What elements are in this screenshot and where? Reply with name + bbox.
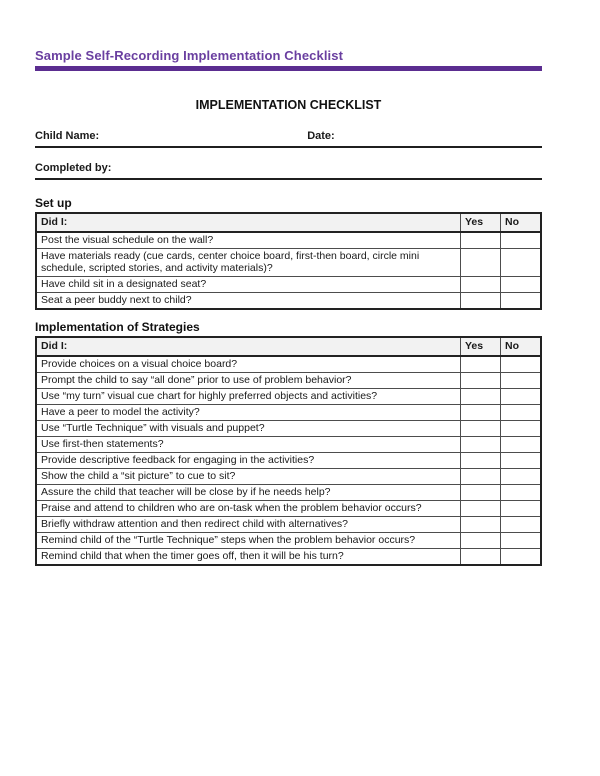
table-header-row [36,337,541,356]
no-checkbox-cell[interactable] [501,232,542,249]
table-row [36,356,541,373]
table-row [36,549,541,566]
table-row [36,421,541,437]
no-checkbox-cell[interactable] [501,373,542,389]
no-checkbox-cell[interactable] [501,533,542,549]
question-cell: Seat a peer buddy next to child? [36,293,461,310]
name-date-row [35,129,542,148]
completed-by-row [35,161,542,180]
table-row [36,533,541,549]
question-cell: Use “Turtle Technique” with visuals and puppet? [36,421,461,437]
no-checkbox-cell[interactable] [501,405,542,421]
implementation-checklist-heading: IMPLEMENTATION CHECKLIST [195,98,382,112]
yes-checkbox-cell[interactable] [461,517,501,533]
question-cell: Remind child of the “Turtle Technique” steps when the problem behavior occurs? [36,533,461,549]
yes-checkbox-cell[interactable] [461,373,501,389]
yes-checkbox-cell[interactable] [461,421,501,437]
table-row [36,469,541,485]
question-cell: Use “my turn” visual cue chart for highly preferred objects and activities? [36,389,461,405]
implementation-strategies-checklist-table [35,336,542,566]
table-row [36,437,541,453]
no-checkbox-cell[interactable] [501,469,542,485]
table-row [36,389,541,405]
date-field[interactable] [335,129,542,143]
no-checkbox-cell[interactable] [501,437,542,453]
table-row [36,293,541,310]
no-checkbox-cell[interactable] [501,421,542,437]
completed-by-field[interactable] [111,161,542,175]
table-row [36,501,541,517]
table-row [36,232,541,249]
question-cell: Prompt the child to say “all done” prior to use of problem behavior? [36,373,461,389]
column-header-question: Did I: [36,337,461,356]
no-checkbox-cell[interactable] [501,293,542,310]
column-header-no: No [501,213,542,232]
section-title-set-up: Set up [35,196,72,210]
no-checkbox-cell[interactable] [501,277,542,293]
question-cell: Praise and attend to children who are on-task when the problem behavior occurs? [36,501,461,517]
question-cell: Show the child a “sit picture” to cue to sit? [36,469,461,485]
question-cell: Use first-then statements? [36,437,461,453]
title-underline-bar [35,66,542,71]
yes-checkbox-cell[interactable] [461,485,501,501]
yes-checkbox-cell[interactable] [461,277,501,293]
page-title: Sample Self-Recording Implementation Checklist [35,48,343,63]
table-row [36,485,541,501]
question-cell: Provide descriptive feedback for engaging in the activities? [36,453,461,469]
column-header-question: Did I: [36,213,461,232]
column-header-yes: Yes [461,213,501,232]
no-checkbox-cell[interactable] [501,453,542,469]
question-cell: Have a peer to model the activity? [36,405,461,421]
yes-checkbox-cell[interactable] [461,405,501,421]
yes-checkbox-cell[interactable] [461,501,501,517]
section-title-implementation-of-strategies: Implementation of Strategies [35,320,200,334]
question-cell: Post the visual schedule on the wall? [36,232,461,249]
child-name-label: Child Name: [35,130,100,142]
table-row [36,373,541,389]
yes-checkbox-cell[interactable] [461,232,501,249]
question-cell: Have child sit in a designated seat? [36,277,461,293]
yes-checkbox-cell[interactable] [461,437,501,453]
question-cell: Remind child that when the timer goes off, then it will be his turn? [36,549,461,566]
yes-checkbox-cell[interactable] [461,389,501,405]
completed-by-label: Completed by: [35,162,112,174]
yes-checkbox-cell[interactable] [461,549,501,566]
yes-checkbox-cell[interactable] [461,453,501,469]
table-row [36,405,541,421]
table-row [36,249,541,277]
question-cell: Assure the child that teacher will be close by if he needs help? [36,485,461,501]
column-header-yes: Yes [461,337,501,356]
no-checkbox-cell[interactable] [501,517,542,533]
question-cell: Have materials ready (cue cards, center choice board, first-then board, circle mini schedule, scripted stories, and activity materials)? [36,249,461,277]
yes-checkbox-cell[interactable] [461,356,501,373]
column-header-no: No [501,337,542,356]
table-row [36,517,541,533]
yes-checkbox-cell[interactable] [461,293,501,310]
table-header-row [36,213,541,232]
yes-checkbox-cell[interactable] [461,469,501,485]
child-name-field[interactable] [99,129,307,143]
question-cell: Provide choices on a visual choice board? [36,356,461,373]
yes-checkbox-cell[interactable] [461,249,501,277]
table-row [36,453,541,469]
no-checkbox-cell[interactable] [501,485,542,501]
yes-checkbox-cell[interactable] [461,533,501,549]
no-checkbox-cell[interactable] [501,549,542,566]
no-checkbox-cell[interactable] [501,249,542,277]
set-up-checklist-table [35,212,542,310]
date-label: Date: [307,130,335,142]
no-checkbox-cell[interactable] [501,501,542,517]
table-row [36,277,541,293]
no-checkbox-cell[interactable] [501,389,542,405]
question-cell: Briefly withdraw attention and then redirect child with alternatives? [36,517,461,533]
no-checkbox-cell[interactable] [501,356,542,373]
